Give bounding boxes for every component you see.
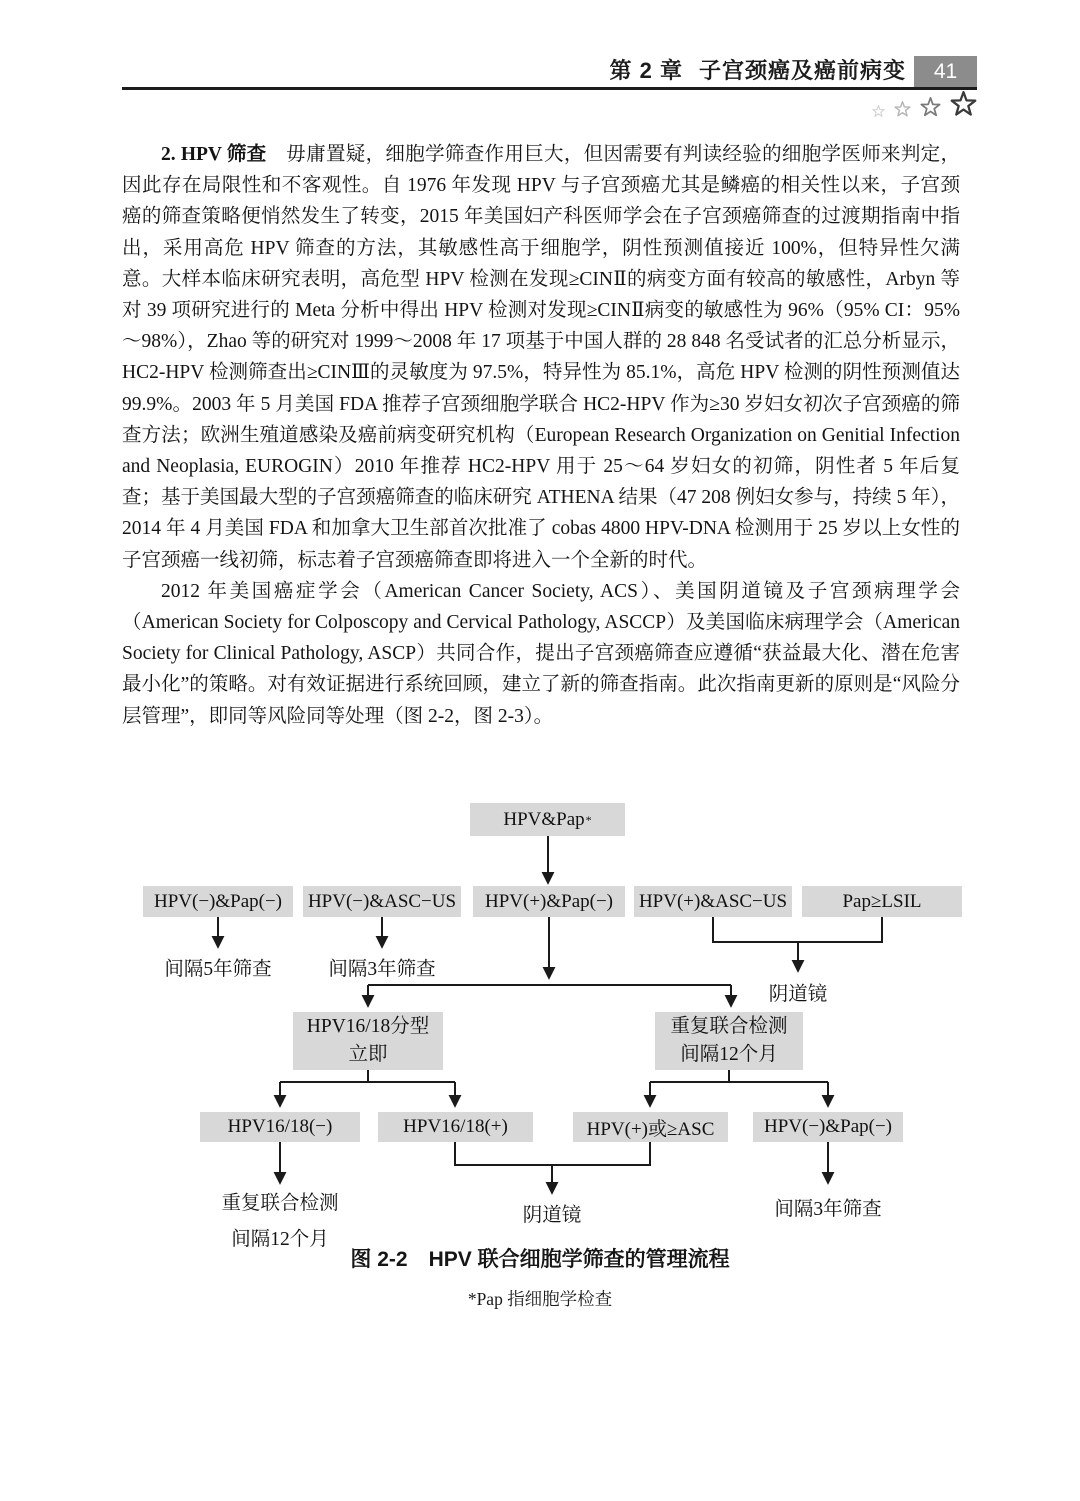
- node-hpv1618-pos: HPV16/18(+): [378, 1112, 533, 1142]
- paragraph-text: 毋庸置疑，细胞学筛查作用巨大，但因需要有判读经验的细胞学医师来判定，因此存在局限性和不客观性。自 1976 年发现 HPV 与子宫颈癌尤其是鳞癌的相关性以来，子宫颈癌的筛查策略便悄然发生了转变，2015 年美国妇产科医师学会在子宫颈癌筛查的过渡期指南中指出，采用高危 HPV 筛查的方法，其敏感性高于细胞学，阴性预测值接近 100%，但特异性欠满意。大样本临床研究表明，高危型 HPV 检测在发现≥CINⅡ的病变方面有较高的敏感性，Arbyn 等对 39 项研究进行的 Meta 分析中得出 HPV 检测对发现≥CINⅡ病变的敏感性为 96%（95% CI：95%～98%），Zhao 等的研究对 1999～2008 年 17 项基于中国人群的 28 848 名受试者的汇总分析显示，HC2-HPV 检测筛查出≥CINⅢ的灵敏度为 97.5%，特异性为 85.1%，高危 HPV 检测的阴性预测值达 99.9%。2003 年 5 月美国 FDA 推荐子宫颈细胞学联合 HC2-HPV 作为≥30 岁妇女初次子宫颈癌的筛查方法；欧洲生殖道感染及癌前病变研究机构（European Research Organization on Genitial Infection and Neoplasia, EUROGIN）2010 年推荐 HC2-HPV 用于 25～64 岁妇女的初筛，阴性者 5 年后复查；基于美国最大型的子宫颈癌筛查的临床研究 ATHENA 结果（47 208 例妇女参与，持续 5 年），2014 年 4 月美国 FDA 和加拿大卫生部首次批准了 cobas 4800 HPV-DNA 检测用于 25 岁以上女性的子宫颈癌一线初筛，标志着子宫颈癌筛查即将进入一个全新的时代。: [122, 144, 960, 571]
- node-pap-lsil: Pap≥LSIL: [802, 886, 962, 917]
- label-screen-5yr: 间隔5年筛查: [164, 959, 272, 980]
- label-repeat-interval: 间隔12个月: [231, 1229, 329, 1250]
- star-icon: [894, 101, 911, 118]
- node-repeat-cotest-12mo: [655, 1012, 803, 1070]
- label-screen-3yr-bottom: 间隔3年筛查: [774, 1199, 882, 1220]
- label-screen-3yr: 间隔3年筛查: [328, 959, 436, 980]
- label-colposcopy-bottom: 阴道镜: [522, 1205, 582, 1226]
- figure-flowchart: [0, 795, 1080, 1355]
- label-repeat-cotest: 重复联合检测: [221, 1193, 339, 1214]
- node-label-line1: HPV16/18分型: [306, 1016, 430, 1037]
- node-hpv-pos-ascus: HPV(+)&ASC−US: [634, 886, 792, 917]
- body-text: [122, 139, 960, 732]
- paragraph-hpv-screening: [122, 139, 960, 576]
- node-label: HPV&Pap: [503, 808, 585, 830]
- node-hpv-pap: HPV&Pap *: [470, 803, 625, 836]
- chapter-number: 第 2 章: [609, 58, 683, 83]
- node-hpv1618-genotyping: [293, 1012, 443, 1070]
- star-icon: [920, 97, 941, 118]
- star-icon: [950, 91, 977, 118]
- node-hpv-neg-ascus: HPV(−)&ASC−US: [303, 886, 461, 917]
- figure-footnote: *Pap 指细胞学检查: [467, 1289, 613, 1309]
- label-colposcopy: 阴道镜: [768, 984, 828, 1005]
- node-label-line2: 间隔12个月: [680, 1044, 778, 1065]
- star-decoration: [872, 91, 977, 118]
- chapter-name: 子宫颈癌及癌前病变: [698, 58, 906, 83]
- star-icon: [872, 105, 885, 118]
- node-label-line2: 立即: [348, 1044, 388, 1065]
- node-hpv1618-neg: HPV16/18(−): [200, 1112, 360, 1142]
- node-hpv-pos-or-asc: HPV(+)或≥ASC: [573, 1112, 728, 1142]
- header-rule: [122, 87, 977, 90]
- node-hpv-neg-pap-neg: HPV(−)&Pap(−): [143, 886, 293, 917]
- paragraph-guidelines: 2012 年美国癌症学会（American Cancer Society, ACS）、美国阴道镜及子宫颈病理学会（American Society for Colposcopy and Cervical Pathology, ASCCP）及美国临床病理学会（American Society for Clinical Pathology, ASCP）共同合作，提出子宫颈癌筛查应遵循“获益最大化、潜在危害最小化”的策略。对有效证据进行系统回顾，建立了新的筛查指南。此次指南更新的原则是“风险分层管理”，即同等风险同等处理（图 2-2，图 2-3）。: [122, 580, 960, 727]
- page-number-badge: 41: [914, 56, 977, 88]
- node-hpv-pos-pap-neg: HPV(+)&Pap(−): [473, 886, 625, 917]
- node-hpv-neg-pap-neg-2: HPV(−)&Pap(−): [753, 1112, 903, 1142]
- node-label-line1: 重复联合检测: [670, 1016, 788, 1037]
- run-in-heading: 2. HPV 筛查: [161, 144, 267, 165]
- chapter-title: [610, 54, 906, 85]
- figure-caption: 图 2-2 HPV 联合细胞学筛查的管理流程: [350, 1248, 730, 1271]
